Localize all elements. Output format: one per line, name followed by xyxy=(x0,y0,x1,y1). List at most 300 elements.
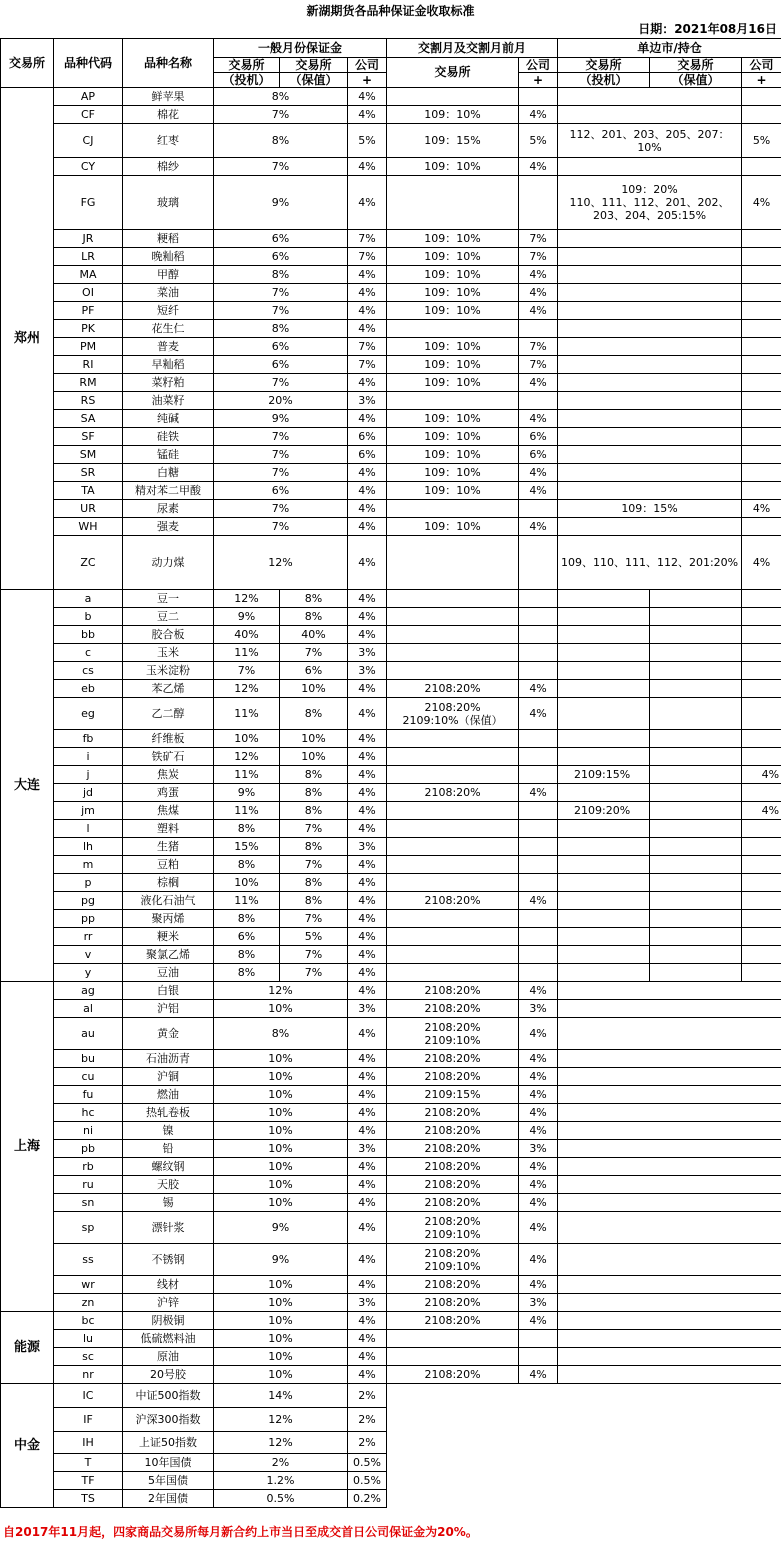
code-cell: v xyxy=(54,946,123,964)
hedge-margin-cell: 7% xyxy=(280,820,348,838)
company-margin-cell: 4% xyxy=(348,1068,387,1086)
margin-cell: 9% xyxy=(214,1244,348,1276)
code-cell: i xyxy=(54,748,123,766)
table-row xyxy=(1,1472,781,1490)
company-margin-cell: 4% xyxy=(348,626,387,644)
delivery-cell: 2108:20% xyxy=(387,1104,519,1122)
delivery-cell: 109：10% xyxy=(387,284,519,302)
delivery-company-cell: 4% xyxy=(519,106,558,124)
single-side-cell xyxy=(558,356,742,374)
single-side-cell xyxy=(558,302,742,320)
single-company-cell xyxy=(742,748,781,766)
hedge-margin-cell: 7% xyxy=(280,856,348,874)
company-margin-cell: 3% xyxy=(348,838,387,856)
name-cell: 棕榈 xyxy=(123,874,214,892)
code-cell: zn xyxy=(54,1294,123,1312)
blank-cell xyxy=(387,1472,781,1490)
table-row xyxy=(1,1000,781,1018)
table-row xyxy=(1,1212,781,1244)
code-cell: MA xyxy=(54,266,123,284)
delivery-company-cell: 4% xyxy=(519,374,558,392)
single-spec-cell xyxy=(558,608,650,626)
company-margin-cell: 4% xyxy=(348,856,387,874)
single-spec-cell xyxy=(558,784,650,802)
name-cell: 沪铝 xyxy=(123,1000,214,1018)
single-hedge-cell xyxy=(650,802,742,820)
blank-cell xyxy=(558,1068,781,1086)
delivery-company-cell xyxy=(519,500,558,518)
code-cell: hc xyxy=(54,1104,123,1122)
delivery-company-cell: 7% xyxy=(519,356,558,374)
code-cell: bc xyxy=(54,1312,123,1330)
delivery-cell: 2109:15% xyxy=(387,1086,519,1104)
code-cell: PM xyxy=(54,338,123,356)
table-row xyxy=(1,500,781,518)
single-spec-cell: 2109:20% xyxy=(558,802,650,820)
blank-cell xyxy=(558,1086,781,1104)
table-row xyxy=(1,964,781,982)
delivery-company-cell xyxy=(519,856,558,874)
margin-cell: 7% xyxy=(214,446,348,464)
delivery-company-cell xyxy=(519,838,558,856)
table-row xyxy=(1,1086,781,1104)
code-cell: SA xyxy=(54,410,123,428)
code-cell: ZC xyxy=(54,536,123,590)
margin-cell: 10% xyxy=(214,1086,348,1104)
table-row xyxy=(1,124,781,158)
spec-margin-cell: 9% xyxy=(214,608,280,626)
name-cell: 白糖 xyxy=(123,464,214,482)
code-cell: TS xyxy=(54,1490,123,1508)
code-cell: IC xyxy=(54,1384,123,1408)
delivery-cell: 109：10% xyxy=(387,338,519,356)
company-margin-cell: 4% xyxy=(348,1194,387,1212)
single-hedge-cell xyxy=(650,626,742,644)
name-cell: 锰硅 xyxy=(123,446,214,464)
single-hedge-cell xyxy=(650,730,742,748)
exchange-cell: 中金 xyxy=(1,1384,54,1508)
table-row xyxy=(1,266,781,284)
single-hedge-cell xyxy=(650,838,742,856)
spec-margin-cell: 8% xyxy=(214,946,280,964)
company-margin-cell: 4% xyxy=(348,910,387,928)
name-cell: 生猪 xyxy=(123,838,214,856)
margin-cell: 7% xyxy=(214,428,348,446)
table-row xyxy=(1,1158,781,1176)
single-hedge-cell xyxy=(650,964,742,982)
margin-cell: 6% xyxy=(214,356,348,374)
spec-margin-cell: 11% xyxy=(214,766,280,784)
code-cell: OI xyxy=(54,284,123,302)
table-row xyxy=(1,374,781,392)
company-margin-cell: 6% xyxy=(348,446,387,464)
company-margin-cell: 4% xyxy=(348,1348,387,1366)
company-margin-cell: 4% xyxy=(348,158,387,176)
spec-margin-cell: 9% xyxy=(214,784,280,802)
name-cell: 乙二醇 xyxy=(123,698,214,730)
code-cell: SM xyxy=(54,446,123,464)
delivery-company-cell: 7% xyxy=(519,230,558,248)
name-cell: 10年国债 xyxy=(123,1454,214,1472)
company-margin-cell: 4% xyxy=(348,1158,387,1176)
single-company-cell xyxy=(742,626,781,644)
name-cell: 菜籽粕 xyxy=(123,374,214,392)
blank-cell xyxy=(558,1366,781,1384)
code-cell: SF xyxy=(54,428,123,446)
margin-cell: 10% xyxy=(214,1276,348,1294)
delivery-company-cell xyxy=(519,590,558,608)
delivery-cell xyxy=(387,910,519,928)
name-cell: 粳米 xyxy=(123,928,214,946)
delivery-cell xyxy=(387,608,519,626)
name-cell: 沪深300指数 xyxy=(123,1408,214,1432)
code-cell: TA xyxy=(54,482,123,500)
single-spec-cell xyxy=(558,856,650,874)
spec-margin-cell: 10% xyxy=(214,730,280,748)
code-cell: FG xyxy=(54,176,123,230)
company-margin-cell: 4% xyxy=(348,608,387,626)
delivery-cell xyxy=(387,820,519,838)
delivery-company-cell: 5% xyxy=(519,124,558,158)
name-cell: 热轧卷板 xyxy=(123,1104,214,1122)
delivery-cell: 2108:20% xyxy=(387,1050,519,1068)
table-row xyxy=(1,874,781,892)
header-single-spec: 交易所 xyxy=(558,58,650,73)
code-cell: sp xyxy=(54,1212,123,1244)
table-row xyxy=(1,892,781,910)
table-row xyxy=(1,946,781,964)
delivery-company-cell: 4% xyxy=(519,1086,558,1104)
company-margin-cell: 4% xyxy=(348,176,387,230)
delivery-cell: 2108:20% xyxy=(387,1000,519,1018)
blank-cell xyxy=(558,1050,781,1068)
spec-margin-cell: 11% xyxy=(214,892,280,910)
exchange-cell: 能源 xyxy=(1,1312,54,1384)
company-margin-cell: 7% xyxy=(348,356,387,374)
single-side-cell xyxy=(558,518,742,536)
blank-cell xyxy=(387,1432,781,1454)
single-company-cell xyxy=(742,928,781,946)
company-margin-cell: 4% xyxy=(348,1018,387,1050)
name-cell: 豆粕 xyxy=(123,856,214,874)
single-side-cell xyxy=(558,446,742,464)
company-margin-cell: 4% xyxy=(348,590,387,608)
delivery-company-cell: 4% xyxy=(519,1194,558,1212)
code-cell: lh xyxy=(54,838,123,856)
name-cell: 甲醇 xyxy=(123,266,214,284)
single-side-cell xyxy=(558,266,742,284)
company-margin-cell: 4% xyxy=(348,928,387,946)
margin-cell: 10% xyxy=(214,1158,348,1176)
company-margin-cell: 4% xyxy=(348,536,387,590)
company-margin-cell: 4% xyxy=(348,1122,387,1140)
code-cell: eb xyxy=(54,680,123,698)
company-margin-cell: 7% xyxy=(348,230,387,248)
name-cell: 焦炭 xyxy=(123,766,214,784)
single-side-cell xyxy=(558,106,742,124)
delivery-company-cell: 6% xyxy=(519,446,558,464)
company-margin-cell: 7% xyxy=(348,338,387,356)
code-cell: ss xyxy=(54,1244,123,1276)
single-hedge-cell xyxy=(650,748,742,766)
table-row xyxy=(1,176,781,230)
single-hedge-cell xyxy=(650,820,742,838)
single-company-cell xyxy=(742,106,781,124)
single-hedge-cell xyxy=(650,590,742,608)
table-row xyxy=(1,626,781,644)
single-side-cell: 109：20% 110、111、112、201、202、203、204、205:15% xyxy=(558,176,742,230)
single-side-cell xyxy=(558,374,742,392)
hedge-margin-cell: 8% xyxy=(280,874,348,892)
code-cell: fb xyxy=(54,730,123,748)
code-cell: RM xyxy=(54,374,123,392)
name-cell: 铅 xyxy=(123,1140,214,1158)
code-cell: ru xyxy=(54,1176,123,1194)
company-margin-cell: 4% xyxy=(348,1050,387,1068)
blank-cell xyxy=(387,1490,781,1508)
company-margin-cell: 4% xyxy=(348,500,387,518)
delivery-cell xyxy=(387,536,519,590)
code-cell: lu xyxy=(54,1330,123,1348)
name-cell: 尿素 xyxy=(123,500,214,518)
single-company-cell xyxy=(742,680,781,698)
code-cell: al xyxy=(54,1000,123,1018)
company-margin-cell: 4% xyxy=(348,284,387,302)
exchange-cell: 上海 xyxy=(1,982,54,1312)
company-margin-cell: 4% xyxy=(348,874,387,892)
delivery-company-cell xyxy=(519,176,558,230)
delivery-cell: 109：10% xyxy=(387,428,519,446)
single-hedge-cell xyxy=(650,608,742,626)
table-row xyxy=(1,1384,781,1408)
spec-margin-cell: 11% xyxy=(214,644,280,662)
name-cell: 棉纱 xyxy=(123,158,214,176)
header-company: 公司 xyxy=(348,58,387,73)
delivery-company-cell xyxy=(519,964,558,982)
name-cell: 锡 xyxy=(123,1194,214,1212)
table-row xyxy=(1,230,781,248)
single-spec-cell xyxy=(558,910,650,928)
code-cell: ag xyxy=(54,982,123,1000)
company-margin-cell: 4% xyxy=(348,1366,387,1384)
name-cell: 纤维板 xyxy=(123,730,214,748)
delivery-cell xyxy=(387,590,519,608)
code-cell: AP xyxy=(54,88,123,106)
name-cell: 豆二 xyxy=(123,608,214,626)
delivery-company-cell: 4% xyxy=(519,982,558,1000)
code-cell: m xyxy=(54,856,123,874)
delivery-company-cell: 4% xyxy=(519,784,558,802)
name-cell: 豆油 xyxy=(123,964,214,982)
code-cell: au xyxy=(54,1018,123,1050)
table-row xyxy=(1,1050,781,1068)
name-cell: 聚氯乙烯 xyxy=(123,946,214,964)
delivery-company-cell: 3% xyxy=(519,1294,558,1312)
delivery-cell: 2108:20% 2109:10%（保值） xyxy=(387,698,519,730)
delivery-company-cell: 3% xyxy=(519,1000,558,1018)
table-row xyxy=(1,1276,781,1294)
margin-cell: 7% xyxy=(214,518,348,536)
blank-cell xyxy=(387,1408,781,1432)
delivery-cell: 109：10% xyxy=(387,230,519,248)
name-cell: 不锈钢 xyxy=(123,1244,214,1276)
date-label: 日期：2021年08月16日 xyxy=(638,22,777,36)
header-delivery-company: 公司 xyxy=(519,58,558,73)
blank-cell xyxy=(558,1194,781,1212)
delivery-cell: 2108:20% xyxy=(387,1366,519,1384)
delivery-company-cell: 4% xyxy=(519,1176,558,1194)
company-margin-cell: 4% xyxy=(348,464,387,482)
spec-margin-cell: 11% xyxy=(214,802,280,820)
code-cell: RI xyxy=(54,356,123,374)
single-spec-cell xyxy=(558,662,650,680)
table-row xyxy=(1,446,781,464)
name-cell: 玉米淀粉 xyxy=(123,662,214,680)
name-cell: 普麦 xyxy=(123,338,214,356)
spec-margin-cell: 8% xyxy=(214,964,280,982)
single-company-cell: 4% xyxy=(742,536,781,590)
single-hedge-cell xyxy=(650,698,742,730)
delivery-company-cell xyxy=(519,88,558,106)
hedge-margin-cell: 6% xyxy=(280,662,348,680)
delivery-cell: 2108:20% xyxy=(387,1122,519,1140)
company-margin-cell: 4% xyxy=(348,982,387,1000)
name-cell: 胶合板 xyxy=(123,626,214,644)
spec-margin-cell: 12% xyxy=(214,590,280,608)
margin-cell: 10% xyxy=(214,1000,348,1018)
company-margin-cell: 4% xyxy=(348,320,387,338)
delivery-cell: 2108:20% xyxy=(387,892,519,910)
single-company-cell xyxy=(742,446,781,464)
delivery-company-cell: 6% xyxy=(519,428,558,446)
delivery-cell: 109：10% xyxy=(387,266,519,284)
delivery-company-cell: 4% xyxy=(519,410,558,428)
margin-cell: 8% xyxy=(214,266,348,284)
delivery-company-cell xyxy=(519,1348,558,1366)
company-margin-cell: 4% xyxy=(348,374,387,392)
spec-margin-cell: 15% xyxy=(214,838,280,856)
hedge-margin-cell: 8% xyxy=(280,892,348,910)
margin-cell: 7% xyxy=(214,158,348,176)
delivery-company-cell xyxy=(519,766,558,784)
delivery-cell: 109：15% xyxy=(387,124,519,158)
code-cell: IH xyxy=(54,1432,123,1454)
margin-cell: 12% xyxy=(214,536,348,590)
single-spec-cell xyxy=(558,748,650,766)
single-spec-cell xyxy=(558,964,650,982)
single-company-cell xyxy=(742,302,781,320)
delivery-cell xyxy=(387,500,519,518)
margin-cell: 7% xyxy=(214,284,348,302)
table-row xyxy=(1,1244,781,1276)
code-cell: sc xyxy=(54,1348,123,1366)
margin-cell: 10% xyxy=(214,1312,348,1330)
delivery-company-cell: 3% xyxy=(519,1140,558,1158)
delivery-cell: 109：10% xyxy=(387,106,519,124)
code-cell: JR xyxy=(54,230,123,248)
name-cell: 晚籼稻 xyxy=(123,248,214,266)
table-row xyxy=(1,644,781,662)
company-margin-cell: 3% xyxy=(348,662,387,680)
company-margin-cell: 4% xyxy=(348,680,387,698)
header-name: 品种名称 xyxy=(123,39,214,88)
delivery-company-cell: 4% xyxy=(519,284,558,302)
delivery-company-cell: 4% xyxy=(519,302,558,320)
margin-cell: 7% xyxy=(214,500,348,518)
margin-cell: 14% xyxy=(214,1384,348,1408)
name-cell: 铁矿石 xyxy=(123,748,214,766)
header-delivery: 交割月及交割月前月 xyxy=(387,39,558,58)
code-cell: TF xyxy=(54,1472,123,1490)
name-cell: 石油沥青 xyxy=(123,1050,214,1068)
single-spec-cell xyxy=(558,928,650,946)
margin-cell: 10% xyxy=(214,1294,348,1312)
table-row xyxy=(1,428,781,446)
margin-cell: 7% xyxy=(214,106,348,124)
delivery-cell: 109：10% xyxy=(387,482,519,500)
table-row xyxy=(1,248,781,266)
table-row xyxy=(1,1490,781,1508)
delivery-company-cell: 4% xyxy=(519,1212,558,1244)
margin-cell: 20% xyxy=(214,392,348,410)
company-margin-cell: 4% xyxy=(348,946,387,964)
table-row xyxy=(1,1312,781,1330)
blank-cell xyxy=(558,1122,781,1140)
delivery-cell: 2108:20% xyxy=(387,680,519,698)
single-company-cell xyxy=(742,482,781,500)
margin-cell: 6% xyxy=(214,230,348,248)
table-row xyxy=(1,698,781,730)
delivery-company-cell xyxy=(519,392,558,410)
company-margin-cell: 4% xyxy=(348,820,387,838)
delivery-cell: 2108:20% 2109:10% xyxy=(387,1244,519,1276)
company-margin-cell: 4% xyxy=(348,1276,387,1294)
single-company-cell xyxy=(742,338,781,356)
margin-cell: 7% xyxy=(214,302,348,320)
code-cell: T xyxy=(54,1454,123,1472)
name-cell: 液化石油气 xyxy=(123,892,214,910)
company-margin-cell: 4% xyxy=(348,518,387,536)
spec-margin-cell: 8% xyxy=(214,910,280,928)
header-single-company: 公司 xyxy=(742,58,781,73)
code-cell: rb xyxy=(54,1158,123,1176)
margin-cell: 8% xyxy=(214,1018,348,1050)
name-cell: 沪铜 xyxy=(123,1068,214,1086)
company-margin-cell: 4% xyxy=(348,106,387,124)
name-cell: 原油 xyxy=(123,1348,214,1366)
spec-margin-cell: 11% xyxy=(214,698,280,730)
code-cell: cu xyxy=(54,1068,123,1086)
name-cell: 2年国债 xyxy=(123,1490,214,1508)
delivery-cell xyxy=(387,946,519,964)
single-side-cell xyxy=(558,392,742,410)
table-row xyxy=(1,1068,781,1086)
single-hedge-cell xyxy=(650,784,742,802)
delivery-cell xyxy=(387,644,519,662)
delivery-cell: 2108:20% xyxy=(387,1194,519,1212)
delivery-cell: 2108:20% xyxy=(387,1294,519,1312)
margin-cell: 10% xyxy=(214,1140,348,1158)
delivery-cell xyxy=(387,874,519,892)
name-cell: 低硫燃料油 xyxy=(123,1330,214,1348)
name-cell: 线材 xyxy=(123,1276,214,1294)
delivery-cell: 109：10% xyxy=(387,374,519,392)
name-cell: 中证500指数 xyxy=(123,1384,214,1408)
delivery-company-cell: 4% xyxy=(519,1276,558,1294)
table-row xyxy=(1,410,781,428)
single-hedge-cell xyxy=(650,680,742,698)
table-row xyxy=(1,1432,781,1454)
